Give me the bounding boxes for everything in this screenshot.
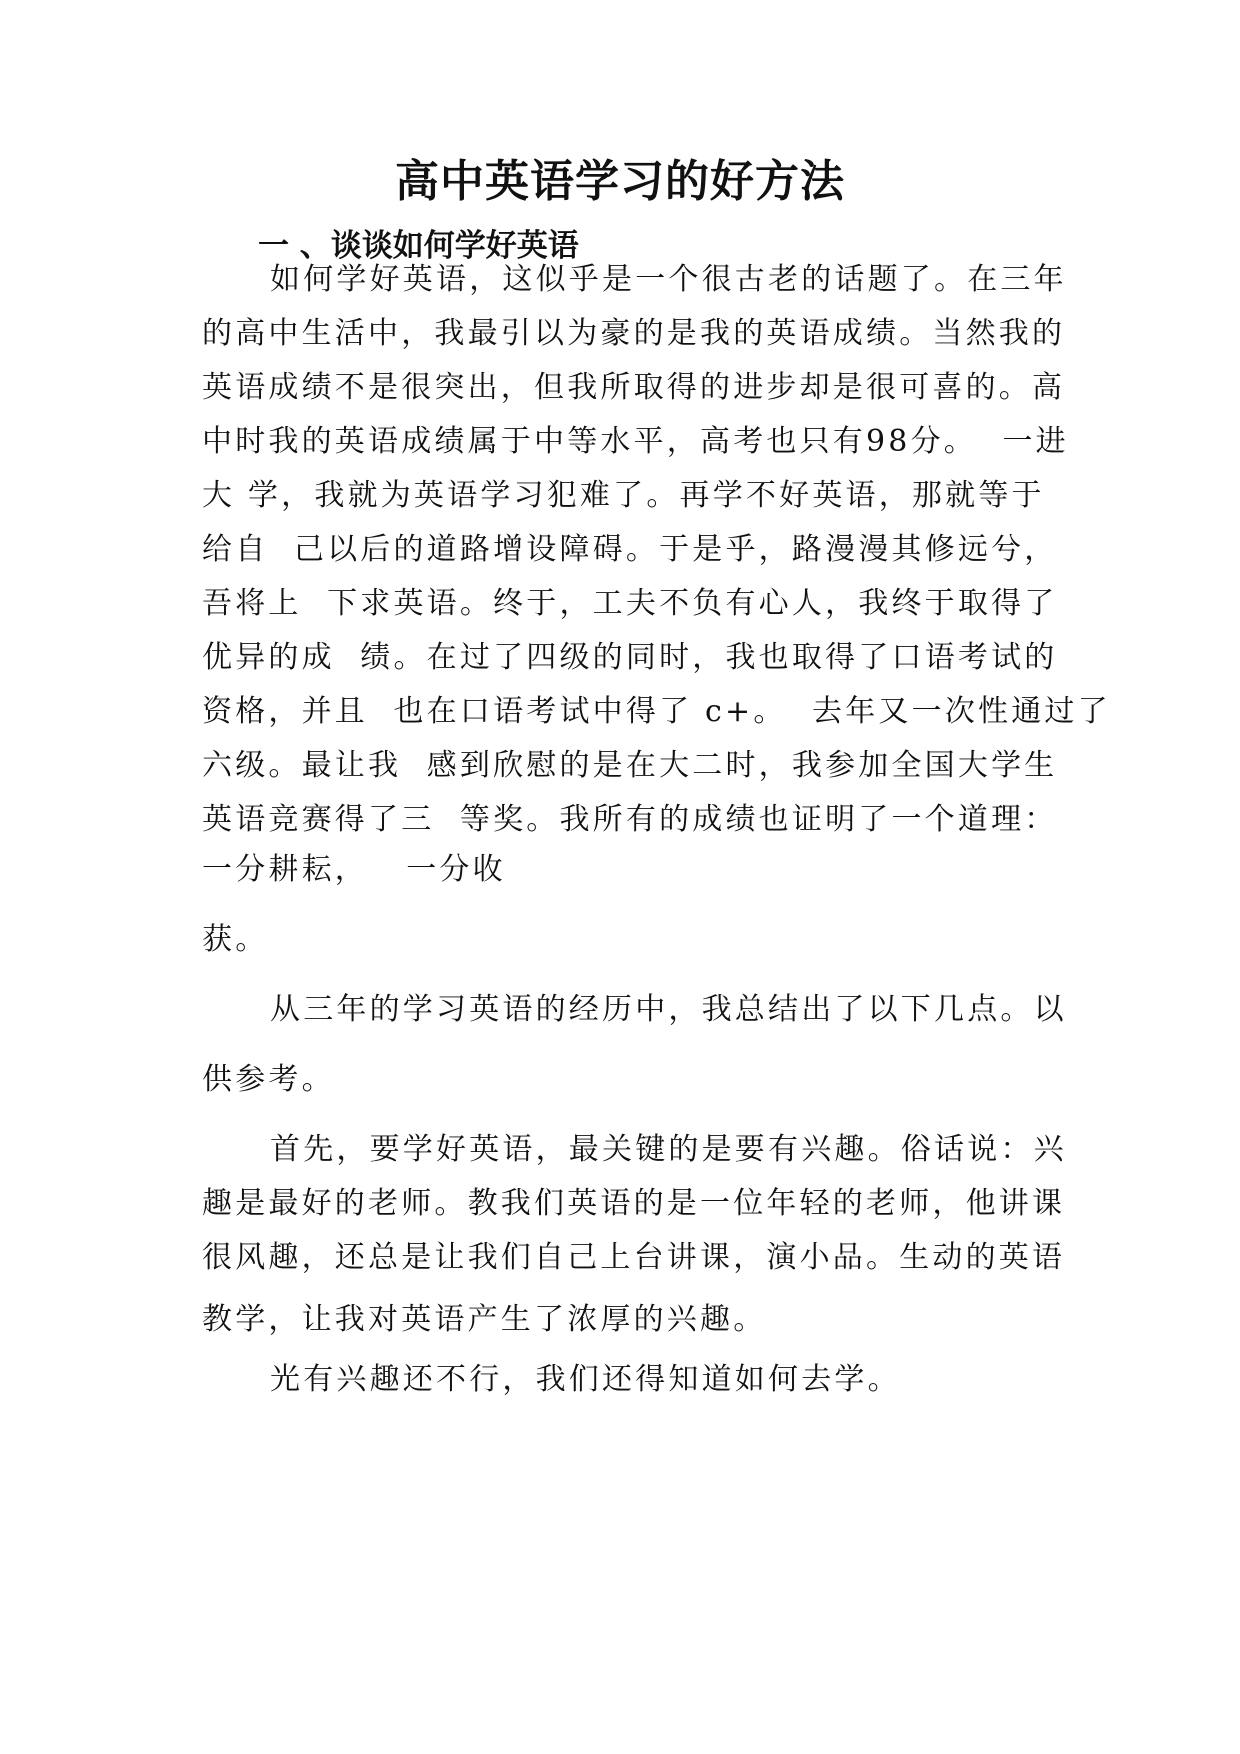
paragraph-line: 给自 己以后的道路增设障碍。于是乎，路漫漫其修远兮， — [202, 532, 1058, 567]
paragraph-line: 中时我的英语成绩属于中等水平，高考也只有98分。 一进 — [202, 424, 1069, 459]
paragraph-line: 六级。最让我 感到欣慰的是在大二时，我参加全国大学生 — [202, 748, 1058, 783]
paragraph-line: 趣是最好的老师。教我们英语的是一位年轻的老师，他讲课 — [202, 1186, 1066, 1221]
paragraph-line: 资格，并且 也在口语考试中得了 c+。 去年又一次性通过了 — [202, 694, 1111, 729]
paragraph-line: 获。 — [202, 922, 269, 957]
paragraph-line: 优异的成 绩。在过了四级的同时，我也取得了口语考试的 — [202, 640, 1058, 675]
section-heading: 一 、谈谈如何学好英语 — [258, 228, 579, 264]
document-title: 高中英语学习的好方法 — [395, 156, 845, 207]
paragraph-line: 供参考。 — [202, 1062, 335, 1097]
paragraph-line: 光有兴趣还不行，我们还得知道如何去学。 — [270, 1362, 901, 1397]
paragraph-line: 英语竞赛得了三 等奖。我所有的成绩也证明了一个道理： — [202, 802, 1058, 837]
paragraph-line: 首先，要学好英语，最关键的是要有兴趣。俗话说：兴 — [270, 1132, 1067, 1167]
paragraph-line: 教学，让我对英语产生了浓厚的兴趣。 — [202, 1302, 767, 1337]
paragraph-line: 一分耕耘， 一分收 — [202, 852, 506, 887]
paragraph-line: 英语成绩不是很突出，但我所取得的进步却是很可喜的。高 — [202, 370, 1066, 405]
paragraph-line: 如何学好英语，这似乎是一个很古老的话题了。在三年 — [270, 262, 1067, 297]
paragraph-line: 的高中生活中，我最引以为豪的是我的英语成绩。当然我的 — [202, 316, 1066, 351]
paragraph-line: 吾将上 下求英语。终于，工夫不负有心人，我终于取得了 — [202, 586, 1058, 621]
paragraph-line: 很风趣，还总是让我们自己上台讲课，演小品。生动的英语 — [202, 1240, 1066, 1275]
paragraph-line: 大 学，我就为英语学习犯难了。再学不好英语，那就等于 — [202, 478, 1045, 513]
paragraph-line: 从三年的学习英语的经历中，我总结出了以下几点。以 — [270, 992, 1067, 1027]
